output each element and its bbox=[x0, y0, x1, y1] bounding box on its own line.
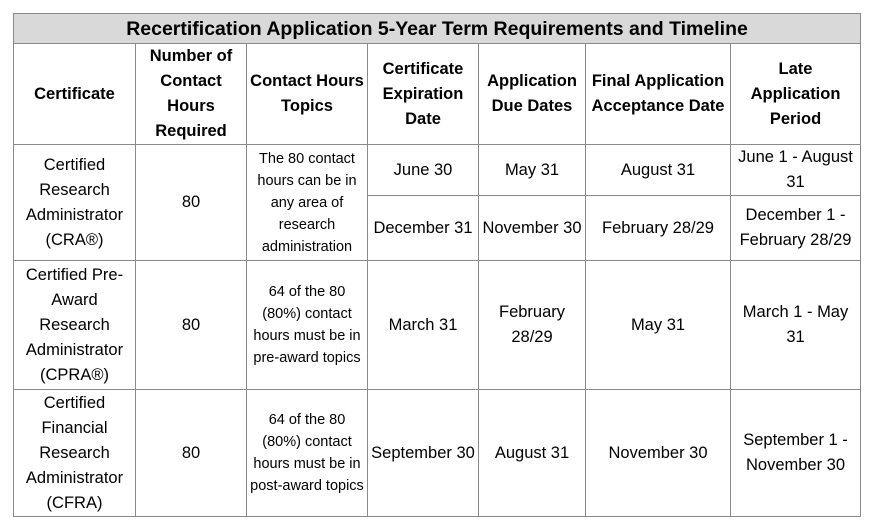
expiration-cell: December 31 bbox=[368, 196, 479, 261]
certificate-cell: Certified Pre-Award Research Administrator (CPRA®) bbox=[14, 261, 136, 390]
hours-cell: 80 bbox=[136, 261, 247, 390]
topics-cell: 64 of the 80 (80%) contact hours must be in pre-award topics bbox=[247, 261, 368, 390]
header-topics: Contact Hours Topics bbox=[247, 44, 368, 145]
late-period-cell: September 1 - November 30 bbox=[731, 390, 861, 517]
final-acceptance-cell: May 31 bbox=[586, 261, 731, 390]
late-period-cell: June 1 - August 31 bbox=[731, 145, 861, 196]
header-expiration: Certificate Expiration Date bbox=[368, 44, 479, 145]
due-date-cell: May 31 bbox=[479, 145, 586, 196]
requirements-table bbox=[13, 13, 861, 517]
final-acceptance-cell: November 30 bbox=[586, 390, 731, 517]
late-period-cell: March 1 - May 31 bbox=[731, 261, 861, 390]
header-late-period: Late Application Period bbox=[731, 44, 861, 145]
final-acceptance-cell: August 31 bbox=[586, 145, 731, 196]
certificate-cell: Certified Financial Research Administrator (CFRA) bbox=[14, 390, 136, 517]
header-due-dates: Application Due Dates bbox=[479, 44, 586, 145]
due-date-cell: February 28/29 bbox=[479, 261, 586, 390]
requirements-table-container bbox=[13, 13, 861, 517]
final-acceptance-cell: February 28/29 bbox=[586, 196, 731, 261]
due-date-cell: August 31 bbox=[479, 390, 586, 517]
expiration-cell: March 31 bbox=[368, 261, 479, 390]
hours-cell: 80 bbox=[136, 390, 247, 517]
hours-cell: 80 bbox=[136, 145, 247, 261]
topics-cell: 64 of the 80 (80%) contact hours must be in post-award topics bbox=[247, 390, 368, 517]
header-contact-hours: Number of Contact Hours Required bbox=[136, 44, 247, 145]
due-date-cell: November 30 bbox=[479, 196, 586, 261]
header-certificate: Certificate bbox=[14, 44, 136, 145]
table-row bbox=[14, 145, 861, 196]
expiration-cell: September 30 bbox=[368, 390, 479, 517]
late-period-cell: December 1 - February 28/29 bbox=[731, 196, 861, 261]
table-row bbox=[14, 261, 861, 390]
certificate-cell: Certified Research Administrator (CRA®) bbox=[14, 145, 136, 261]
header-final-acceptance: Final Application Acceptance Date bbox=[586, 44, 731, 145]
expiration-cell: June 30 bbox=[368, 145, 479, 196]
table-row bbox=[14, 390, 861, 517]
topics-cell: The 80 contact hours can be in any area of research administration bbox=[247, 145, 368, 261]
table-title: Recertification Application 5-Year Term Requirements and Timeline bbox=[14, 14, 861, 44]
header-row bbox=[14, 44, 861, 145]
